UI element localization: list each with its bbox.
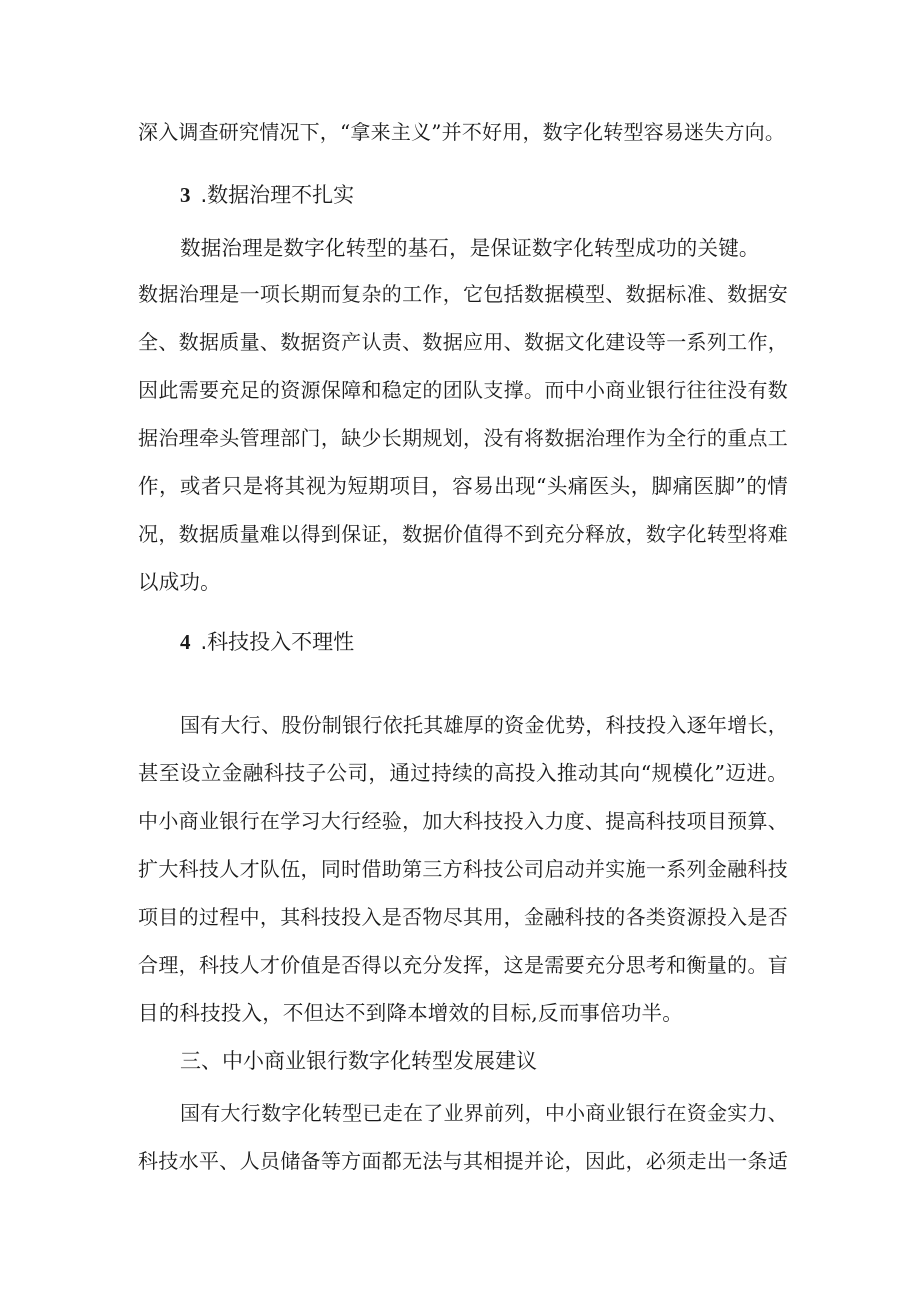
paragraph-line: 国有大行、股份制银行依托其雄厚的资金优势，科技投入逐年增长，	[180, 713, 788, 737]
paragraph-line: 扩大科技人才队伍，同时借助第三方科技公司启动并实施一系列金融科技	[138, 857, 788, 881]
paragraph-line: 深入调查研究情况下，“拿来主义”并不好用，数字化转型容易迷失方向。	[138, 120, 786, 144]
paragraph-line: 科技水平、人员储备等方面都无法与其相提并论，因此，必须走出一条适	[138, 1149, 788, 1173]
paragraph-line: 数据治理是数字化转型的基石，是保证数字化转型成功的关键。	[180, 236, 760, 260]
paragraph-line: 目的科技投入，不但达不到降本增效的目标,反而事倍功半。	[138, 1001, 683, 1025]
paragraph-line: 以成功。	[138, 570, 221, 594]
section-heading-4	[180, 628, 354, 656]
paragraph-line: 甚至设立金融科技子公司，通过持续的高投入推动其向“规模化”迈进。	[138, 761, 788, 785]
paragraph-line: 作，或者只是将其视为短期项目，容易出现“头痛医头，脚痛医脚”的情	[138, 474, 788, 498]
paragraph-line: 中小商业银行在学习大行经验，加大科技投入力度、提高科技项目预算、	[138, 809, 788, 833]
heading-title: .数据治理不扎实	[200, 183, 355, 207]
heading-number: 3	[180, 183, 191, 207]
chapter-heading-3: 三、中小商业银行数字化转型发展建议	[180, 1049, 537, 1073]
paragraph-line: 因此需要充足的资源保障和稳定的团队支撑。而中小商业银行往往没有数	[138, 378, 788, 402]
paragraph-line: 合理，科技人才价值是否得以充分发挥，这是需要充分思考和衡量的。盲	[138, 953, 788, 977]
section-heading-3	[180, 181, 354, 209]
paragraph-line: 项目的过程中，其科技投入是否物尽其用，金融科技的各类资源投入是否	[138, 905, 788, 929]
heading-title: .科技投入不理性	[200, 630, 355, 654]
heading-number: 4	[180, 630, 191, 654]
paragraph-line: 据治理牵头管理部门，缺少长期规划，没有将数据治理作为全行的重点工	[138, 426, 788, 450]
paragraph-line: 况，数据质量难以得到保证，数据价值得不到充分释放，数字化转型将难	[138, 522, 788, 546]
paragraph-line: 全、数据质量、数据资产认责、数据应用、数据文化建设等一系列工作，	[138, 330, 788, 354]
paragraph-line: 数据治理是一项长期而复杂的工作，它包括数据模型、数据标准、数据安	[138, 282, 788, 306]
paragraph-line: 国有大行数字化转型已走在了业界前列，中小商业银行在资金实力、	[180, 1101, 788, 1125]
